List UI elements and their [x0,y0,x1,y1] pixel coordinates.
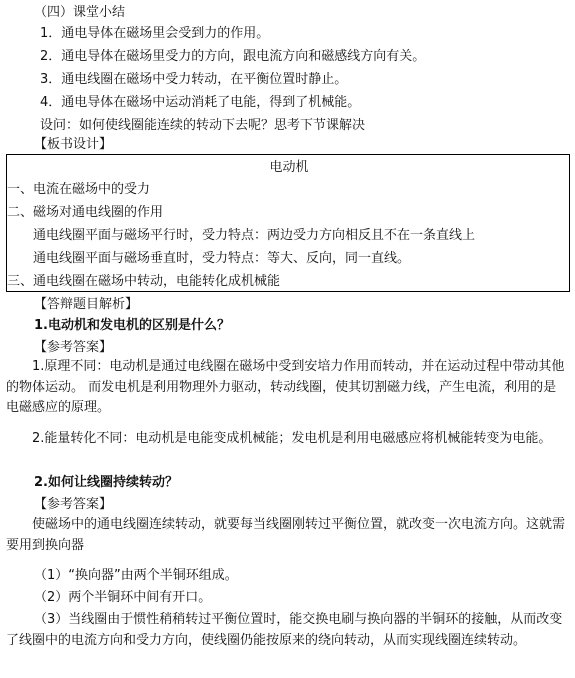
board-line-5: 三、通电线圈在磁场中转动，电能转化成机械能 [7,274,281,289]
board-line-1: 一、电流在磁场中的受力 [7,182,151,197]
q2-intro: 使磁场中的通电线圈连续转动，就要每当线圈刚转过平衡位置，就改变一次电流方向。这就需要用到换向器 [6,517,566,553]
q1-question: 1.电动机和发电机的区别是什么？ [34,318,230,333]
q2-point-1: （1）“换向器”由两个半铜环组成。 [34,568,238,583]
q2-question: 2.如何让线圈持续转动？ [34,475,178,490]
q2-point-2: （2）两个半铜环中间有开口。 [34,590,212,605]
summary-item-1: 1．通电导体在磁场里会受到力的作用。 [40,26,270,41]
q2-ref-label: 【参考答案】 [34,497,113,512]
summary-item-4: 4．通电导体在磁场中运动消耗了电能，得到了机械能。 [40,95,361,110]
answers-heading: 【答辩题目解析】 [34,297,139,312]
board-line-4: 通电线圈平面与磁场垂直时，受力特点：等大、反向，同一直线。 [33,251,411,266]
summary-item-2: 2．通电导体在磁场里受力的方向，跟电流方向和磁感线方向有关。 [40,49,426,64]
board-line-2: 二、磁场对通电线圈的作用 [7,205,164,220]
board-heading: 【板书设计】 [34,137,113,152]
q1-ref-label: 【参考答案】 [34,340,113,355]
board-design-box [6,154,570,292]
board-line-3: 通电线圈平面与磁场平行时，受力特点：两边受力方向相反且不在一条直线上 [33,228,476,243]
summary-item-3: 3．通电线圈在磁场中受力转动，在平衡位置时静止。 [40,72,348,87]
q1-paragraph-1: 1.原理不同：电动机是通过电线圈在磁场中受到安培力作用而转动，并在运动过程中带动其他的物体运动。 而发电机是利用物理外力驱动，转动线圈，使其切割磁力线，产生电流，利用的是电磁感应的原理。 [6,359,565,415]
q2-point-3: （3）当线圈由于惯性稍稍转过平衡位置时，能交换电刷与换向器的半铜环的接触，从而改变了线圈中的电流方向和受力方向，使线圈仍能按原来的绕向转动，从而实现线圈连续转动。 [6,612,563,648]
summary-question: 设问：如何使线圈能连续的转动下去呢？思考下节课解决 [40,118,366,133]
q1-paragraph-2: 2.能量转化不同：电动机是电能变成机械能；发电机是利用电磁感应将机械能转变为电能。 [32,431,552,446]
summary-heading: （四）课堂小结 [34,5,126,20]
board-title: 电动机 [269,160,309,175]
